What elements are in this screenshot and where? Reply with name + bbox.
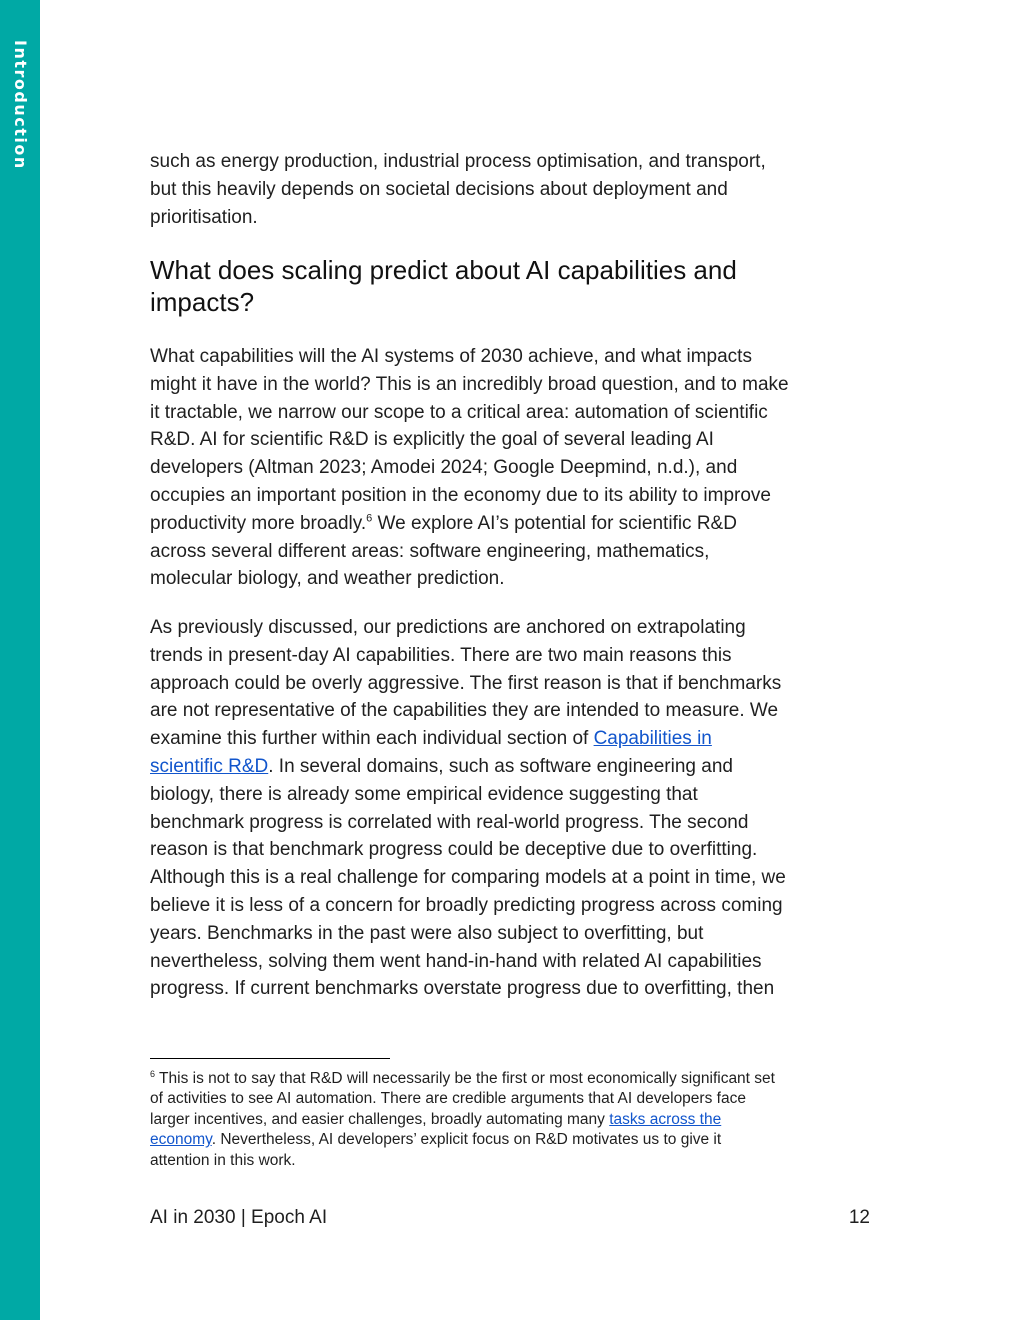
text-segment: examine this further within each individual section of bbox=[150, 728, 594, 750]
text-line: it tractable, we narrow our scope to a critical area: automation of scientific bbox=[150, 401, 768, 423]
text-line: biology, there is already some empirical evidence suggesting that bbox=[150, 783, 698, 805]
tasks-economy-link-cont[interactable]: economy bbox=[150, 1131, 212, 1149]
text-line: R&D. AI for scientific R&D is explicitly the goal of several leading AI bbox=[150, 429, 714, 451]
paragraph-continuation bbox=[150, 148, 766, 231]
text-line: across several different areas: software engineering, mathematics, bbox=[150, 540, 710, 562]
text-line: molecular biology, and weather prediction. bbox=[150, 568, 505, 590]
heading-line: impacts? bbox=[150, 287, 255, 317]
text-line: years. Benchmarks in the past were also subject to overfitting, but bbox=[150, 922, 704, 944]
footnote-line bbox=[150, 1110, 880, 1130]
heading-line: What does scaling predict about AI capabilities and bbox=[150, 255, 737, 285]
sidebar-band bbox=[0, 0, 40, 1320]
text-line: nevertheless, solving them went hand-in-hand with related AI capabilities bbox=[150, 950, 762, 972]
text-segment: This is not to say that R&D will necessarily be the first or most economically significant set bbox=[155, 1070, 775, 1087]
text-line bbox=[150, 753, 786, 781]
text-segment: . Nevertheless, AI developers’ explicit focus on R&D motivates us to give it bbox=[211, 1131, 722, 1149]
text-line: are not representative of the capabilities they are intended to measure. We bbox=[150, 700, 779, 722]
page-number: 12 bbox=[848, 1207, 870, 1228]
text-line: Although this is a real challenge for comparing models at a point in time, we bbox=[150, 867, 786, 889]
text-line: As previously discussed, our predictions are anchored on extrapolating bbox=[150, 617, 746, 638]
text-line bbox=[150, 510, 789, 538]
text-line: developers (Altman 2023; Amodei 2024; Google Deepmind, n.d.), and bbox=[150, 457, 738, 479]
capabilities-link-cont[interactable]: scientific R&D bbox=[150, 755, 269, 777]
text-line: but this heavily depends on societal decisions about deployment and bbox=[150, 178, 728, 200]
text-segment: larger incentives, and easier challenges, broadly automating many bbox=[150, 1110, 610, 1128]
paragraph-capabilities bbox=[150, 343, 789, 593]
footnote-marker: 6 bbox=[150, 1068, 156, 1079]
text-line: progress. If current benchmarks overstate progress due to overfitting, then bbox=[150, 978, 775, 1000]
text-line: prioritisation. bbox=[150, 206, 258, 228]
text-line bbox=[150, 725, 786, 753]
section-heading bbox=[150, 254, 737, 318]
footnote-line: attention in this work. bbox=[150, 1151, 296, 1169]
text-segment: . In several domains, such as software engineering and bbox=[268, 755, 733, 777]
text-line: trends in present-day AI capabilities. There are two main reasons this bbox=[150, 644, 732, 666]
text-line: What capabilities will the AI systems of 2030 achieve, and what impacts bbox=[150, 346, 752, 367]
tasks-economy-link[interactable]: tasks across the bbox=[609, 1110, 722, 1128]
paragraph-predictions bbox=[150, 614, 786, 1003]
text-line: benchmark progress is correlated with real-world progress. The second bbox=[150, 811, 749, 833]
footer-title: AI in 2030 | Epoch AI bbox=[150, 1207, 328, 1228]
footnote-divider bbox=[150, 1058, 390, 1059]
footnote-line bbox=[150, 1069, 880, 1089]
text-line: such as energy production, industrial process optimisation, and transport, bbox=[150, 151, 766, 172]
text-line: approach could be overly aggressive. The first reason is that if benchmarks bbox=[150, 672, 782, 694]
text-line: might it have in the world? This is an incredibly broad question, and to make bbox=[150, 373, 789, 395]
text-line: occupies an important position in the economy due to its ability to improve bbox=[150, 484, 771, 506]
footnote-line bbox=[150, 1130, 880, 1150]
footnote-ref[interactable]: 6 bbox=[366, 512, 373, 525]
footnote-line: of activities to see AI automation. There are credible arguments that AI developers face bbox=[150, 1090, 746, 1108]
text-segment: We explore AI’s potential for scientific R&D bbox=[372, 512, 737, 534]
text-line: believe it is less of a concern for broadly predicting progress across coming bbox=[150, 894, 783, 916]
text-line: reason is that benchmark progress could be deceptive due to overfitting. bbox=[150, 839, 758, 861]
capabilities-link[interactable]: Capabilities in bbox=[593, 728, 712, 750]
footnote bbox=[150, 1069, 880, 1171]
text-segment: productivity more broadly. bbox=[150, 512, 367, 534]
section-label: Introduction bbox=[11, 40, 30, 170]
